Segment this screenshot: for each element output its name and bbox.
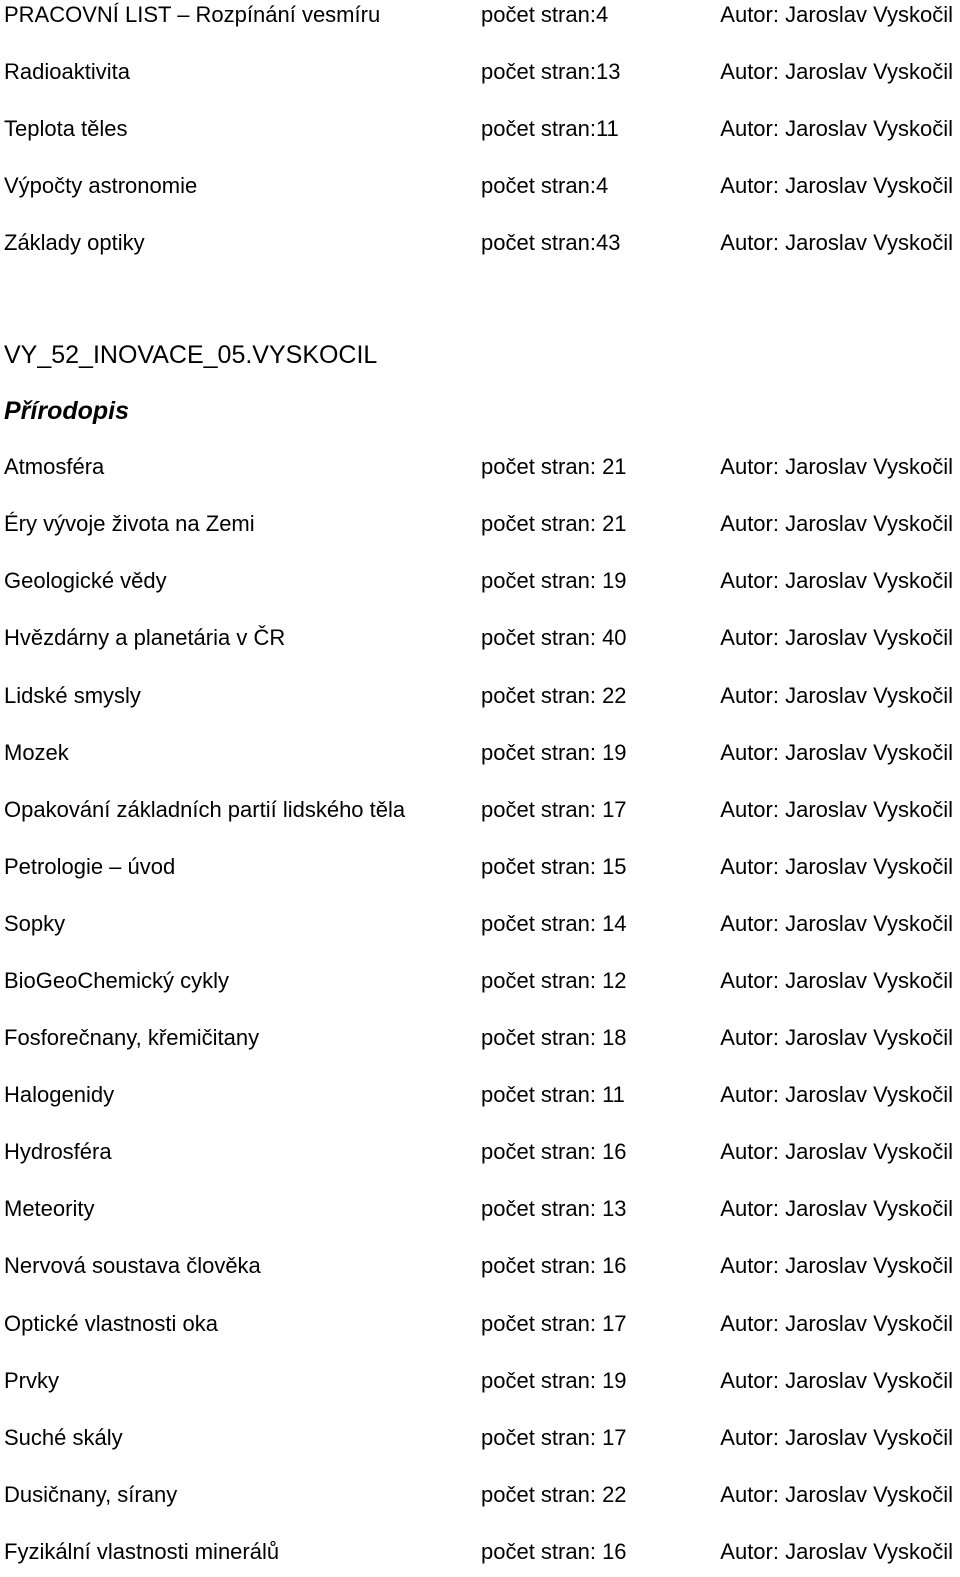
- item-title: PRACOVNÍ LIST – Rozpínání vesmíru: [4, 2, 381, 27]
- item-author: Autor: Jaroslav Vyskočil: [720, 1082, 953, 1107]
- item-page-count: počet stran: 16: [481, 1539, 627, 1564]
- list-item: [0, 1423, 960, 1463]
- item-author: Autor: Jaroslav Vyskočil: [720, 911, 953, 936]
- item-title: Mozek: [4, 740, 69, 765]
- item-page-count: počet stran:4: [481, 173, 609, 198]
- item-author: Autor: Jaroslav Vyskočil: [720, 1482, 953, 1507]
- list-item: [0, 1309, 960, 1349]
- item-page-count: počet stran:13: [481, 59, 621, 84]
- item-title: Fosforečnany, křemičitany: [4, 1025, 260, 1050]
- item-author: Autor: Jaroslav Vyskočil: [720, 454, 953, 479]
- item-page-count: počet stran:43: [481, 230, 621, 255]
- list-item: [0, 114, 960, 154]
- item-author: Autor: Jaroslav Vyskočil: [720, 1311, 953, 1336]
- item-page-count: počet stran: 11: [481, 1082, 625, 1107]
- item-author: Autor: Jaroslav Vyskočil: [720, 116, 953, 141]
- item-title: Hydrosféra: [4, 1139, 112, 1164]
- item-title: Opakování základních partií lidského těla: [4, 797, 406, 822]
- item-title: Éry vývoje života na Zemi: [4, 511, 255, 536]
- item-author: Autor: Jaroslav Vyskočil: [720, 173, 953, 198]
- item-author: Autor: Jaroslav Vyskočil: [720, 1253, 953, 1278]
- item-author: Autor: Jaroslav Vyskočil: [720, 1425, 953, 1450]
- item-author: Autor: Jaroslav Vyskočil: [720, 1368, 953, 1393]
- item-author: Autor: Jaroslav Vyskočil: [720, 625, 953, 650]
- item-page-count: počet stran:11: [481, 116, 619, 141]
- item-title: Dusičnany, sírany: [4, 1482, 178, 1507]
- item-page-count: počet stran: 13: [481, 1196, 627, 1221]
- item-author: Autor: Jaroslav Vyskočil: [720, 1139, 953, 1164]
- item-page-count: počet stran: 18: [481, 1025, 627, 1050]
- item-title: Optické vlastnosti oka: [4, 1311, 218, 1336]
- list-item: [0, 171, 960, 211]
- item-page-count: počet stran: 14: [481, 911, 627, 936]
- list-item: [0, 852, 960, 892]
- item-title: Geologické vědy: [4, 568, 167, 593]
- list-item: [0, 1080, 960, 1120]
- list-item: [0, 1194, 960, 1234]
- item-title: Výpočty astronomie: [4, 173, 198, 198]
- section-code-heading: VY_52_INOVACE_05.VYSKOCIL: [4, 341, 378, 369]
- item-title: BioGeoChemický cykly: [4, 968, 229, 993]
- item-title: Nervová soustava člověka: [4, 1253, 261, 1278]
- item-author: Autor: Jaroslav Vyskočil: [720, 968, 953, 993]
- item-author: Autor: Jaroslav Vyskočil: [720, 854, 953, 879]
- item-title: Suché skály: [4, 1425, 123, 1450]
- item-page-count: počet stran: 22: [481, 683, 627, 708]
- item-author: Autor: Jaroslav Vyskočil: [720, 1025, 953, 1050]
- item-title: Fyzikální vlastnosti minerálů: [4, 1539, 280, 1564]
- list-item: [0, 738, 960, 778]
- list-item: [0, 1480, 960, 1520]
- item-page-count: počet stran: 40: [481, 625, 627, 650]
- subject-heading: Přírodopis: [4, 397, 130, 425]
- item-title: Petrologie – úvod: [4, 854, 176, 879]
- item-author: Autor: Jaroslav Vyskočil: [720, 59, 953, 84]
- item-page-count: počet stran: 15: [481, 854, 627, 879]
- item-page-count: počet stran: 17: [481, 1425, 627, 1450]
- list-item: [0, 623, 960, 663]
- list-item: [0, 1366, 960, 1406]
- item-author: Autor: Jaroslav Vyskočil: [720, 230, 953, 255]
- item-page-count: počet stran: 21: [481, 511, 627, 536]
- list-item: [0, 1537, 960, 1577]
- item-title: Prvky: [4, 1368, 59, 1393]
- item-author: Autor: Jaroslav Vyskočil: [720, 2, 953, 27]
- item-title: Atmosféra: [4, 454, 105, 479]
- item-author: Autor: Jaroslav Vyskočil: [720, 797, 953, 822]
- list-item: [0, 0, 960, 40]
- item-title: Sopky: [4, 911, 66, 936]
- list-item: [0, 1137, 960, 1177]
- item-page-count: počet stran: 17: [481, 797, 627, 822]
- item-page-count: počet stran: 16: [481, 1253, 627, 1278]
- item-page-count: počet stran: 21: [481, 454, 627, 479]
- item-title: Základy optiky: [4, 230, 145, 255]
- item-author: Autor: Jaroslav Vyskočil: [720, 740, 953, 765]
- item-title: Teplota těles: [4, 116, 128, 141]
- list-item: [0, 509, 960, 549]
- list-item: [0, 1251, 960, 1291]
- list-item: [0, 966, 960, 1006]
- list-item: [0, 566, 960, 606]
- item-page-count: počet stran: 19: [481, 1368, 627, 1393]
- item-author: Autor: Jaroslav Vyskočil: [720, 568, 953, 593]
- item-page-count: počet stran:4: [481, 2, 609, 27]
- list-item: [0, 1023, 960, 1063]
- list-item: [0, 57, 960, 97]
- item-page-count: počet stran: 17: [481, 1311, 627, 1336]
- item-title: Halogenidy: [4, 1082, 115, 1107]
- item-page-count: počet stran: 19: [481, 568, 627, 593]
- item-page-count: počet stran: 16: [481, 1139, 627, 1164]
- list-item: [0, 795, 960, 835]
- item-title: Lidské smysly: [4, 683, 141, 708]
- list-item: [0, 452, 960, 492]
- list-item: [0, 228, 960, 268]
- item-author: Autor: Jaroslav Vyskočil: [720, 511, 953, 536]
- list-item: [0, 909, 960, 949]
- item-title: Meteority: [4, 1196, 95, 1221]
- item-page-count: počet stran: 19: [481, 740, 627, 765]
- item-author: Autor: Jaroslav Vyskočil: [720, 1539, 953, 1564]
- item-page-count: počet stran: 12: [481, 968, 627, 993]
- item-title: Hvězdárny a planetária v ČR: [4, 625, 286, 650]
- item-title: Radioaktivita: [4, 59, 130, 84]
- item-author: Autor: Jaroslav Vyskočil: [720, 1196, 953, 1221]
- item-page-count: počet stran: 22: [481, 1482, 627, 1507]
- item-author: Autor: Jaroslav Vyskočil: [720, 683, 953, 708]
- list-item: [0, 681, 960, 721]
